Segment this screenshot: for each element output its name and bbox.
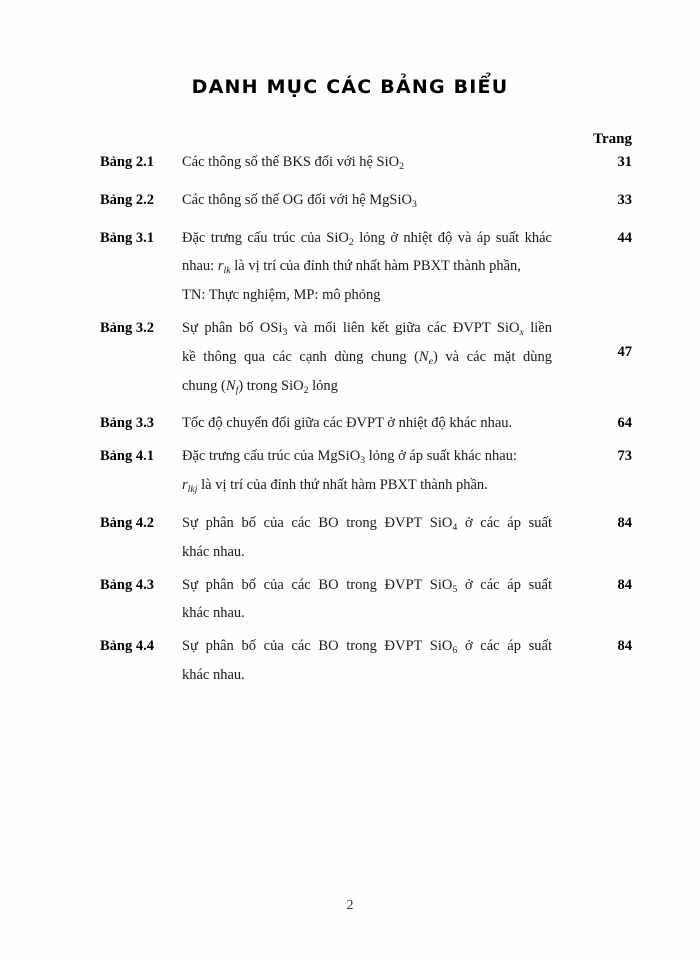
- entry-text: Sự phân bố OSi: [182, 320, 283, 336]
- entry-text: Sự phân bố của các BO trong ĐVPT SiO: [182, 514, 453, 531]
- entry-description: [182, 444, 552, 502]
- subscript: x: [519, 326, 524, 338]
- list-item[interactable]: [0, 226, 700, 308]
- subscript: 2: [303, 384, 309, 396]
- symbol-n: N: [225, 377, 236, 394]
- entry-text: là vị trí của đỉnh thứ nhất hàm PBXT thành phần,: [230, 258, 521, 275]
- entry-text: khác nhau.: [182, 605, 245, 622]
- column-header-page: Trang: [593, 131, 632, 147]
- entry-description: [182, 411, 552, 435]
- entry-text: lỏng ở nhiệt độ và áp suất khác: [353, 229, 552, 246]
- list-item[interactable]: [0, 188, 700, 217]
- entry-text: liền: [523, 320, 552, 336]
- entry-description: [182, 188, 552, 217]
- entry-description: [182, 316, 552, 402]
- subscript: 3: [282, 326, 288, 338]
- subscript: lk: [223, 265, 231, 276]
- symbol-r: r: [182, 477, 188, 493]
- page-title: DANH MỤC CÁC BẢNG BIỂU: [191, 76, 509, 98]
- entry-text: ) trong SiO: [238, 377, 304, 394]
- list-item[interactable]: [0, 316, 700, 402]
- entry-page-number: 47: [617, 344, 632, 360]
- entry-text: Đặc trưng cấu trúc của MgSiO: [182, 448, 361, 465]
- entry-text: khác nhau.: [182, 543, 245, 560]
- entry-text: nhau:: [182, 258, 218, 275]
- entry-text: Tốc độ chuyển đổi giữa các ĐVPT ở nhiệt độ khác nhau.: [182, 415, 513, 432]
- entry-text: khác nhau.: [182, 667, 245, 683]
- footer-page-number: 2: [346, 898, 354, 913]
- entry-text: là vị trí của đỉnh thứ nhất hàm PBXT thành phần.: [197, 477, 488, 493]
- entry-page-number: 84: [617, 514, 632, 531]
- list-item[interactable]: [0, 150, 700, 179]
- entry-page-number: 84: [617, 576, 632, 593]
- list-item[interactable]: [0, 634, 700, 687]
- entry-text: ở các áp suất: [457, 638, 552, 655]
- entry-page-number: 44: [617, 229, 632, 246]
- subscript: 3: [360, 455, 366, 466]
- list-item[interactable]: [0, 511, 700, 564]
- entry-label: Bảng 2.1: [100, 154, 154, 170]
- subscript: e: [428, 355, 433, 367]
- entry-text: Các thông số thế OG đối với hệ MgSiO: [182, 191, 412, 208]
- entry-page-number: 64: [617, 415, 632, 432]
- subscript: lkj: [187, 483, 198, 495]
- entry-page-number: 84: [617, 638, 632, 655]
- entry-text: Các thông số thế BKS đối với hệ SiO: [182, 154, 400, 170]
- subscript: 2: [399, 160, 405, 172]
- list-item[interactable]: [0, 444, 700, 502]
- entry-page-number: 31: [617, 154, 632, 170]
- entry-label: Bảng 3.2: [100, 320, 154, 336]
- entry-description: [182, 573, 552, 626]
- symbol-r: r: [217, 258, 224, 275]
- entry-label: Bảng 4.1: [100, 448, 154, 465]
- entry-description: [182, 511, 552, 564]
- entry-text: TN: Thực nghiệm, MP: mô phỏng: [182, 287, 381, 303]
- subscript: 4: [452, 521, 458, 533]
- entry-text: chung (: [182, 377, 226, 394]
- entry-text: ở các áp suất: [457, 514, 552, 531]
- list-item[interactable]: [0, 411, 700, 435]
- entry-text: lỏng: [308, 377, 338, 394]
- entry-label: Bảng 4.4: [100, 638, 154, 655]
- subscript: f: [235, 384, 239, 396]
- table-list: [0, 150, 700, 696]
- entry-text: ở các áp suất: [457, 576, 552, 593]
- subscript: 5: [452, 583, 458, 595]
- entry-text: Sự phân bố của các BO trong ĐVPT SiO: [182, 638, 453, 655]
- entry-label: Bảng 3.3: [100, 415, 154, 432]
- entry-description: [182, 634, 552, 687]
- entry-page-number: 73: [617, 448, 632, 465]
- entry-label: Bảng 4.3: [100, 576, 154, 593]
- list-item[interactable]: [0, 573, 700, 626]
- entry-label: Bảng 2.2: [100, 191, 154, 208]
- subscript: 6: [452, 645, 458, 656]
- subscript: 3: [412, 198, 417, 210]
- entry-page-number: 33: [617, 191, 632, 208]
- entry-label: Bảng 4.2: [100, 514, 154, 531]
- entry-text: kề thông qua các cạnh dùng chung (: [182, 348, 419, 365]
- symbol-n: N: [418, 348, 429, 365]
- entry-text: Đặc trưng cấu trúc của SiO: [182, 229, 349, 246]
- subscript: 2: [348, 236, 354, 248]
- entry-text: Sự phân bố của các BO trong ĐVPT SiO: [182, 576, 453, 593]
- entry-description: [182, 150, 552, 179]
- entry-text: lỏng ở áp suất khác nhau:: [365, 448, 517, 465]
- entry-description: [182, 226, 552, 308]
- entry-label: Bảng 3.1: [100, 229, 154, 246]
- entry-text: và mối liên kết giữa các ĐVPT SiO: [287, 320, 520, 336]
- entry-text: ) và các mặt dùng: [432, 348, 552, 365]
